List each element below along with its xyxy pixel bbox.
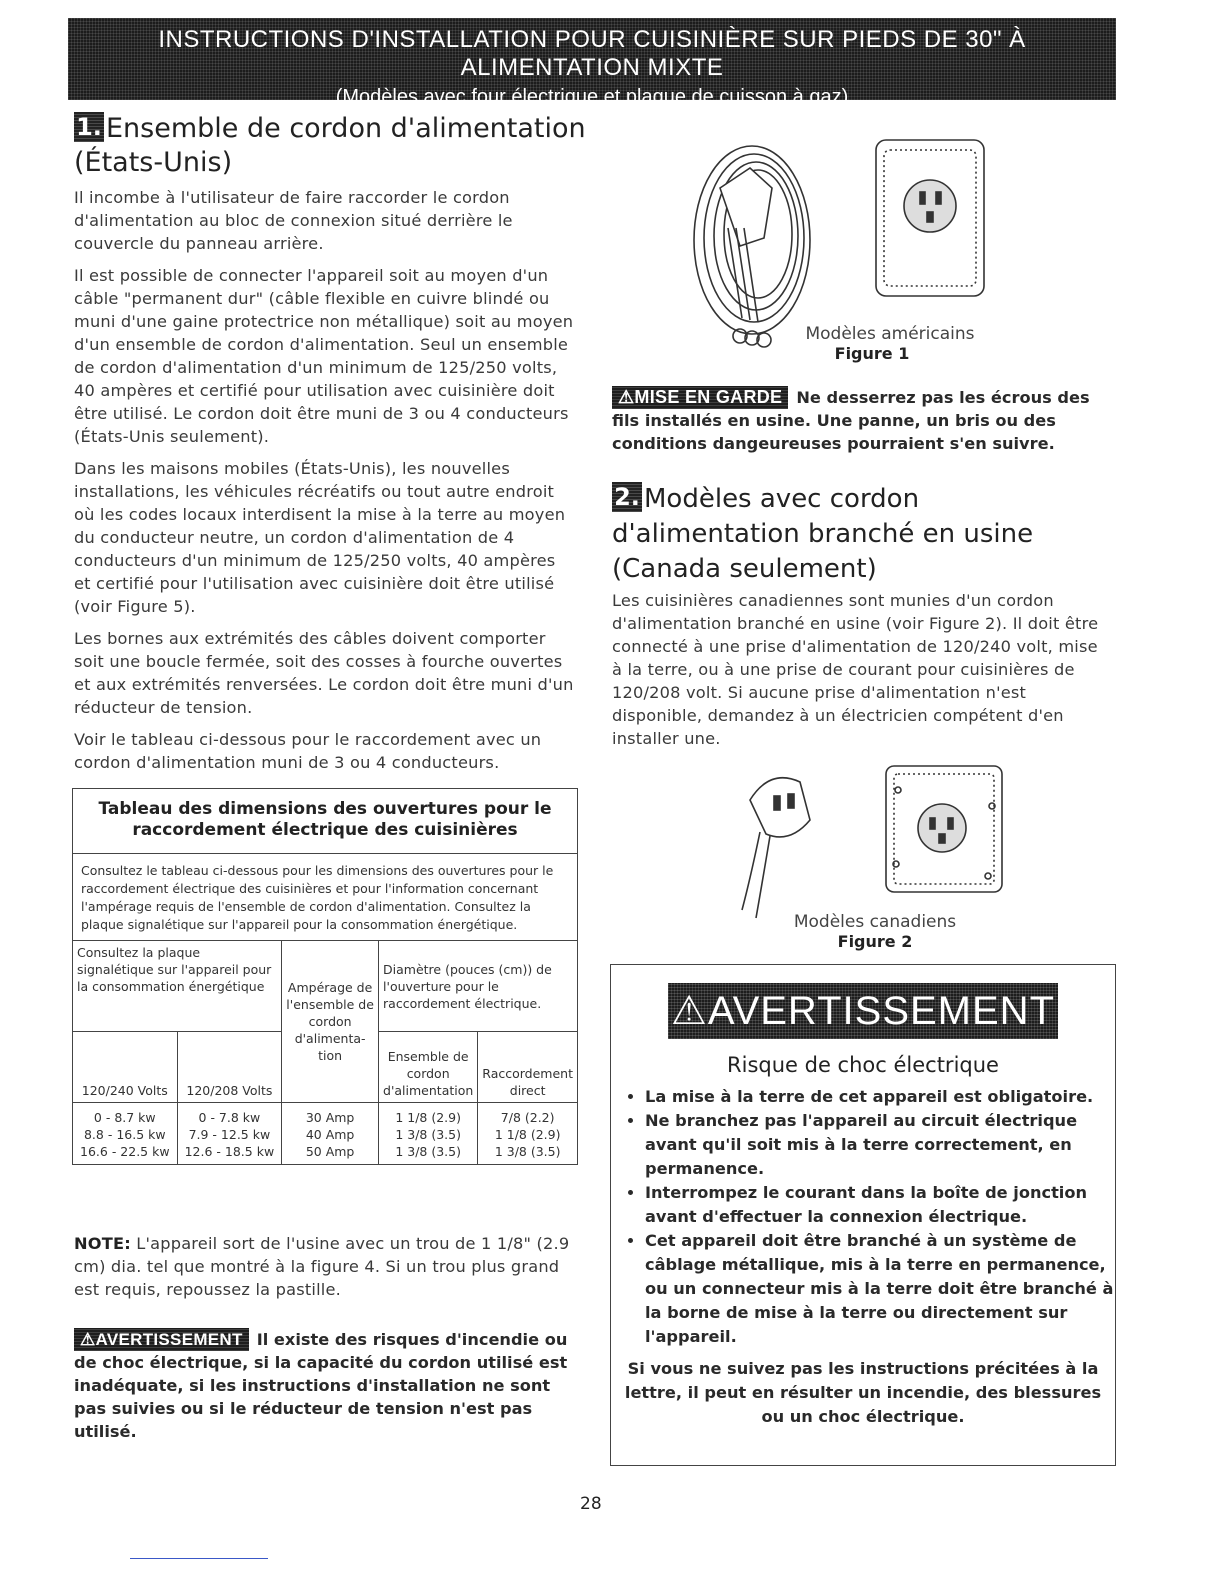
section1-number-badge: 1. xyxy=(74,112,104,142)
table-title xyxy=(73,789,577,854)
col-cord-values xyxy=(379,1103,478,1165)
table-cell: 7.9 - 12.5 kw xyxy=(188,1127,271,1142)
table-cell: 7/8 (2.2) xyxy=(500,1110,555,1125)
dimensions-table xyxy=(73,941,577,1164)
shock-warning-subtitle: Risque de choc électrique xyxy=(727,1053,999,1077)
table-cell: 1 3/8 (3.5) xyxy=(395,1127,461,1142)
head-diameter: Diamètre (pouces (cm)) de l'ouverture pour le raccordement électrique. xyxy=(379,941,577,1032)
col-direct-values xyxy=(478,1103,577,1165)
note-label: NOTE: xyxy=(74,1234,131,1253)
warning-chip: ⚠AVERTISSEMENT xyxy=(74,1328,249,1351)
table-cell: 30 Amp xyxy=(305,1110,355,1125)
power-cord-coil xyxy=(694,146,810,347)
section2-title-line1: Modèles avec cordon xyxy=(644,484,920,514)
section2-heading xyxy=(612,482,1033,587)
canadian-receptacle xyxy=(886,766,1002,892)
shock-warning-list xyxy=(611,1085,1115,1349)
figure1-label: Modèles américains xyxy=(805,324,975,344)
section2-title-line3: (Canada seulement) xyxy=(612,554,877,584)
figure1-number: Figure 1 xyxy=(834,344,910,363)
figure1-caption xyxy=(700,324,1020,363)
head-rating: Consultez la plaque signalétique sur l'appareil pour la consommation énergétique xyxy=(73,941,282,1032)
canadian-plug xyxy=(742,778,810,918)
table-cell: 16.6 - 22.5 kw xyxy=(80,1144,170,1159)
section2-body xyxy=(612,589,1112,759)
figure2-caption xyxy=(730,912,1020,951)
table-title-line2: raccordement électrique des cuisinières xyxy=(132,820,518,840)
footer-rule xyxy=(130,1558,268,1559)
caution-warning xyxy=(612,386,1117,455)
section1-heading xyxy=(74,112,586,180)
table-cell: 0 - 8.7 kw xyxy=(93,1110,156,1125)
figure2-label: Modèles canadiens xyxy=(793,912,957,932)
section1-paragraph: Dans les maisons mobiles (États-Unis), les nouvelles installations, les véhicules récréatifs ou tout autre endroit où les codes locaux interdisent la mise à la terre au moyen du conducteur neutre, un cordon d'alimentation de 4 conducteurs d'un minimum de 125/250 volts, 40 ampères et certifié pour l'utilisation avec cuisinière doit être utilisé (voir Figure 5). xyxy=(74,459,566,616)
col-208-values xyxy=(177,1103,282,1165)
banner-title: INSTRUCTIONS D'INSTALLATION POUR CUISINIÈRE SUR PIEDS DE 30" À ALIMENTATION MIXTE xyxy=(158,26,1026,81)
table-title-line1: Tableau des dimensions des ouvertures pour le xyxy=(98,799,552,819)
table-cell: 50 Amp xyxy=(305,1144,355,1159)
section1-title-line1: Ensemble de cordon d'alimentation xyxy=(106,113,586,144)
figure2-illustration xyxy=(730,760,1020,920)
list-item: • Interrompez le courant dans la boîte de jonction avant d'effectuer la connexion électrique. xyxy=(645,1181,1115,1229)
banner-subtitle: (Modèles avec four électrique et plaque de cuisson à gaz) xyxy=(335,86,849,108)
list-item: • Cet appareil doit être branché à un système de câblage métallique, mis à la terre en permanence, ou un connecteur mis à la terre doit être branché à la borne de mise à la terre ou directement sur l'appareil. xyxy=(645,1229,1115,1349)
col-240: 120/240 Volts xyxy=(73,1032,177,1103)
shock-warning-header: ⚠AVERTISSEMENT xyxy=(668,983,1058,1039)
col-cord: Ensemble de cordon d'alimentation xyxy=(379,1032,478,1103)
caution-text: Ne desserrez pas les écrous des fils installés en usine. Une panne, un bris ou des conditions dangeureuses pourraient s'en suivre. xyxy=(612,388,1090,453)
figure2-number: Figure 2 xyxy=(837,932,913,951)
col-240-values xyxy=(73,1103,177,1165)
caution-chip: ⚠MISE EN GARDE xyxy=(612,386,788,409)
section1-paragraph: Les bornes aux extrémités des câbles doivent comporter soit une boucle fermée, soit des cosses à fourche ouvertes et aux extrémités renversées. Le cordon doit être muni d'un réducteur de tension. xyxy=(74,629,574,717)
note-block xyxy=(74,1232,576,1301)
table-intro: Consultez le tableau ci-dessous pour les dimensions des ouvertures pour le raccordement électrique des cuisinières et pour l'information concernant l'ampérage requis de l'ensemble de cordon d'alimentation. Consultez la plaque signalétique sur l'appareil pour la consommation énergétique. xyxy=(73,854,577,941)
table-cell: 0 - 7.8 kw xyxy=(198,1110,261,1125)
shock-warning-final: Si vous ne suivez pas les instructions précitées à la lettre, il peut en résulter un incendie, des blessures ou un choc électrique. xyxy=(624,1359,1102,1426)
section1-body xyxy=(74,186,576,783)
table-cell: 12.6 - 18.5 kw xyxy=(184,1144,275,1159)
table-cell: 1 3/8 (3.5) xyxy=(395,1144,461,1159)
table-cell: 8.8 - 16.5 kw xyxy=(83,1127,166,1142)
page-number: 28 xyxy=(580,1494,602,1514)
section2-number-badge: 2. xyxy=(612,482,642,512)
section1-paragraph: Il est possible de connecter l'appareil soit au moyen d'un câble "permanent dur" (câble flexible en cuivre blindé ou muni d'une gaine protectrice non métallique) soit au moyen d'un ensemble de cordon d'alimentation. Seul un ensemble de cordon d'alimentation d'un minimum de 125/250 volts, 40 ampères et certifié pour utilisation avec cuisinière doit être utilisé. Le cordon doit être muni de 3 ou 4 conducteurs (États-Unis seulement). xyxy=(74,266,574,446)
list-item: • La mise à la terre de cet appareil est obligatoire. xyxy=(645,1085,1115,1109)
fire-warning xyxy=(74,1328,579,1443)
table-cell: 1 1/8 (2.9) xyxy=(395,1110,461,1125)
table-cell: 1 1/8 (2.9) xyxy=(494,1127,561,1142)
col-208: 120/208 Volts xyxy=(177,1032,282,1103)
header-banner xyxy=(68,18,1116,108)
table-cell: 40 Amp xyxy=(305,1127,355,1142)
head-amperage: Ampérage de l'ensemble de cordon d'alimenta-tion xyxy=(282,941,379,1103)
col-direct: Raccordement direct xyxy=(478,1032,577,1103)
col-amp-values xyxy=(282,1103,379,1165)
list-item: • Ne branchez pas l'appareil au circuit électrique avant qu'il soit mis à la terre correctement, en permanence. xyxy=(645,1109,1115,1181)
section2-title-line2: d'alimentation branché en usine xyxy=(612,519,1034,549)
table-cell: 1 3/8 (3.5) xyxy=(494,1144,561,1159)
section1-paragraph: Il incombe à l'utilisateur de faire raccorder le cordon d'alimentation au bloc de connexion situé derrière le couvercle du panneau arrière. xyxy=(74,188,513,253)
dimensions-table-box xyxy=(72,788,578,1165)
section1-paragraph: Voir le tableau ci-dessous pour le raccordement avec un cordon d'alimentation muni de 3 ou 4 conducteurs. xyxy=(74,730,542,772)
section2-paragraph: Les cuisinières canadiennes sont munies d'un cordon d'alimentation branché en usine (voir Figure 2). Il doit être connecté à une prise d'alimentation de 120/240 volt, mise à la terre, ou à une prise de courant pour cuisinières de 120/208 volt. Si aucune prise d'alimentation n'est disponible, demandez à un électricien compétent d'en installer une. xyxy=(612,591,1099,748)
section1-title-line2: (États-Unis) xyxy=(74,147,233,178)
note-text: L'appareil sort de l'usine avec un trou de 1 1/8" (2.9 cm) dia. tel que montré à la figure 4. Si un trou plus grand est requis, repoussez la pastille. xyxy=(74,1234,570,1299)
shock-warning-box xyxy=(610,964,1116,1466)
fire-warning-text: Il existe des risques d'incendie ou de choc électrique, si la capacité du cordon utilisé est inadéquate, si les instructions d'installation ne sont pas suivies ou si le réducteur de tension n'est pas utilisé. xyxy=(74,1330,568,1441)
wall-receptacle xyxy=(876,140,984,296)
